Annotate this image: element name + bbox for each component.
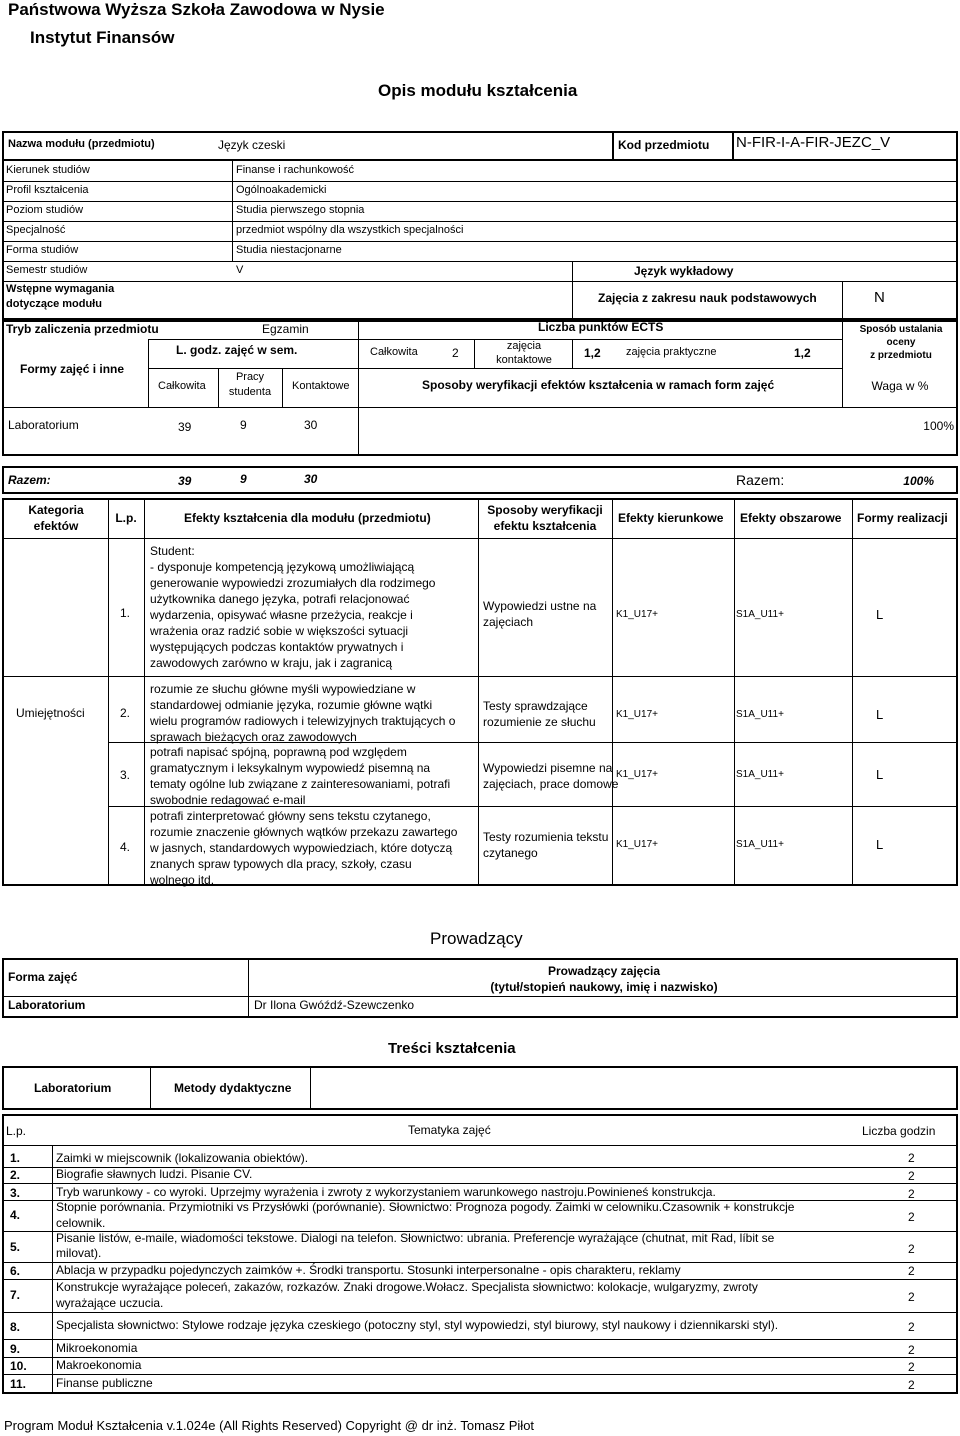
- topic-text: Ablacja w przypadku pojedynczych zaimków +. Środki transportu. Stosunki interpersonalne - opis charakteru, reklamy: [56, 1263, 681, 1277]
- course-code-value: N-FIR-I-A-FIR-JEZC_V: [736, 134, 891, 151]
- instructor-title: Prowadzący: [430, 929, 523, 948]
- assessment-label-1: Sposób ustalania: [859, 324, 943, 335]
- semester-label: Semestr studiów: [6, 264, 88, 276]
- total-hours: 39: [178, 474, 192, 488]
- topic-lp: 9.: [10, 1342, 21, 1356]
- topic-hours: 2: [908, 1264, 915, 1278]
- course-code-label: Kod przedmiotu: [618, 138, 710, 152]
- effect-2-text: rozumie ze słuchu główne myśli wypowiedziane w standardowej odmianie języka, rozumie główne wątki wielu programów radiowych i telewizyjnych traktujących o sprawach bieżących oraz zawodowych: [150, 682, 456, 744]
- field-label-forma: Forma studiów: [6, 244, 79, 256]
- effect-2-obszarowe: S1A_U11+: [736, 709, 784, 720]
- topic-hours: 2: [908, 1343, 915, 1357]
- effects-header-verification-1: Sposoby weryfikacji: [487, 503, 603, 517]
- content-methods-frame: [2, 1066, 958, 1110]
- total-student-work: 9: [240, 472, 247, 486]
- topic-lp: 3.: [10, 1186, 21, 1200]
- ects-label: Liczba punktów ECTS: [538, 320, 664, 334]
- ects-contact-label-1: zajęcia: [506, 340, 542, 352]
- effect-4-obszarowe: S1A_U11+: [736, 839, 784, 850]
- instructor-form-value: Laboratorium: [8, 998, 86, 1012]
- footer-copyright: Program Moduł Kształcenia v.1.024e (All Rights Reserved) Copyright @ dr inż. Tomasz Piłot: [4, 1418, 535, 1433]
- effects-header-kierunkowe: Efekty kierunkowe: [618, 511, 724, 525]
- field-label-kierunek: Kierunek studiów: [6, 164, 90, 176]
- topic-text-cont: milovat).: [56, 1246, 102, 1260]
- institute-name: Instytut Finansów: [30, 28, 175, 47]
- topic-hours: 2: [908, 1242, 915, 1256]
- instructor-form-label: Forma zajęć: [8, 970, 78, 984]
- col-total-label: Całkowita: [158, 380, 206, 392]
- topic-text-cont: celownik.: [56, 1216, 106, 1230]
- topic-text: Makroekonomia: [56, 1358, 142, 1372]
- tryb-label: Tryb zaliczenia przedmiotu: [6, 322, 159, 336]
- topics-header-hours: Liczba godzin: [862, 1124, 936, 1138]
- formy-label: Formy zajęć i inne: [20, 362, 125, 376]
- ects-contact-value: 1,2: [584, 346, 601, 360]
- topic-text: Biografie sławnych ludzi. Pisanie CV.: [56, 1167, 253, 1181]
- topics-header-lp: L.p.: [6, 1124, 27, 1138]
- ects-total-label: Całkowita: [370, 346, 418, 358]
- content-methods: Metody dydaktyczne: [174, 1081, 292, 1095]
- topic-text: Zaimki w miejscownik (lokalizowania obiektów).: [56, 1151, 309, 1165]
- effect-2-form: L: [876, 707, 884, 722]
- godz-label: L. godz. zajęć w sem.: [176, 343, 298, 357]
- topic-text: Pisanie listów, e-maile, wiadomości tekstowe. Dialogi na telefon. Słownictwo: ubrania. Preferencje wyrażające (chutnat, mit Rad, líbit se: [56, 1231, 775, 1245]
- topic-text: Specjalista słownictwo: Stylowe rodzaje języka czeskiego (potoczny styl, styl wypowiedzi, styl biurowy, styl naukowy i dziennikarski styl).: [56, 1318, 779, 1332]
- topic-lp: 6.: [10, 1264, 21, 1278]
- col-student-work-label-2: studenta: [228, 386, 272, 398]
- effects-header-verification-2: efektu kształcenia: [493, 519, 597, 533]
- effect-4-lp: 4.: [120, 840, 131, 854]
- instructor-header-2: (tytuł/stopień naukowy, imię i nazwisko): [490, 980, 718, 994]
- effects-header-category-1: Kategoria: [28, 503, 84, 517]
- effect-1-text: Student: - dysponuje kompetencją językową umożliwiającą generowanie wypowiedzi zrozumiałych dla rodzimego użytkownika danego języka, potrafi relacjonować wydarzenia, opisywać własne przeżycia, reakcje i wrażenia oraz radzić sobie w większości sytuacji występujących podczas kontaktów prywatnych i zawodowych zarówno w kraju, jak i zagranicą: [150, 544, 436, 670]
- total-contact: 30: [304, 472, 318, 486]
- effect-4-text: potrafi zinterpretować główny sens tekstu czytanego, rozumie znaczenie głównych wątków przekazu zawartego w jasnych, standardowych wypowiedziach, które dotyczą znanych spraw typowych dla pracy, szkoły, czasu wolnego itd.: [150, 809, 458, 887]
- effect-4-form: L: [876, 837, 884, 852]
- effects-frame: [2, 498, 958, 886]
- effect-2-lp: 2.: [120, 706, 131, 720]
- effect-3-form: L: [876, 767, 884, 782]
- topic-hours: 2: [908, 1151, 915, 1165]
- topic-text: Finanse publiczne: [56, 1376, 153, 1390]
- topic-lp: 7.: [10, 1288, 21, 1302]
- effect-3-text: potrafi napisać spójną, poprawną pod względem gramatycznym i leksykalnym wypowiedź pisemną na tematy ogólne lub związane z zainteresowaniami, potrafi swobodnie redagować e-mail: [150, 745, 451, 807]
- field-label-poziom: Poziom studiów: [6, 204, 84, 216]
- ects-practical-value: 1,2: [794, 346, 811, 360]
- lab-row-student-work: 9: [240, 418, 247, 432]
- effect-4-kierunkowe: K1_U17+: [616, 839, 658, 850]
- field-label-profil: Profil kształcenia: [6, 184, 89, 196]
- verification-forms-label: Sposoby weryfikacji efektów kształcenia w ramach form zajęć: [422, 378, 775, 392]
- topic-lp: 5.: [10, 1240, 21, 1254]
- total-weight: 100%: [903, 474, 934, 488]
- topic-hours: 2: [908, 1290, 915, 1304]
- module-name-value: Język czeski: [218, 138, 286, 152]
- instructor-name: Dr Ilona Gwóźdź-Szewczenko: [254, 998, 415, 1012]
- instructor-header-1: Prowadzący zajęcia: [547, 964, 661, 978]
- content-form: Laboratorium: [34, 1081, 112, 1095]
- topic-lp: 11.: [10, 1377, 27, 1391]
- document-title: Opis modułu kształcenia: [378, 81, 578, 100]
- field-label-specjalnosc: Specjalność: [6, 224, 66, 236]
- effect-2-verification: Testy sprawdzające rozumienie ze słuchu: [483, 699, 596, 729]
- lab-row-label: Laboratorium: [8, 418, 79, 432]
- effect-4-verification: Testy rozumienia tekstu czytanego: [483, 830, 609, 860]
- topic-lp: 4.: [10, 1208, 21, 1222]
- assessment-label-2: oceny: [886, 337, 916, 348]
- effects-header-effects: Efekty kształcenia dla modułu (przedmiotu): [184, 511, 431, 525]
- effect-3-verification: Wypowiedzi pisemne na zajęciach, prace domowe: [483, 761, 619, 791]
- content-title: Treści kształcenia: [388, 1040, 516, 1057]
- field-value-profil: Ogólnoakademicki: [236, 184, 327, 196]
- basic-sciences-value: N: [874, 289, 885, 306]
- total-label: Razem:: [8, 473, 51, 487]
- field-value-poziom: Studia pierwszego stopnia: [236, 204, 365, 216]
- ects-contact-label-2: kontaktowe: [496, 354, 552, 366]
- topic-hours: 2: [908, 1187, 915, 1201]
- topic-text-cont: wyrażające uczucia.: [56, 1296, 164, 1310]
- effects-header-formy: Formy realizacji: [857, 511, 948, 525]
- lab-row-weight: 100%: [923, 419, 954, 433]
- lab-row-total: 39: [178, 420, 192, 434]
- topic-hours: 2: [908, 1378, 915, 1392]
- prerequisites-label-2: dotyczące modułu: [6, 298, 102, 310]
- topic-hours: 2: [908, 1360, 915, 1374]
- effect-3-obszarowe: S1A_U11+: [736, 769, 784, 780]
- col-contact-label: Kontaktowe: [292, 380, 350, 392]
- topics-header-subject: Tematyka zajęć: [408, 1123, 491, 1137]
- effect-1-lp: 1.: [120, 606, 131, 620]
- effect-1-form: L: [876, 607, 884, 622]
- topic-lp: 8.: [10, 1320, 21, 1334]
- ects-practical-label: zajęcia praktyczne: [626, 346, 717, 358]
- col-student-work-label-1: Pracy: [235, 371, 265, 383]
- tryb-value: Egzamin: [262, 322, 309, 336]
- field-value-kierunek: Finanse i rachunkowość: [236, 164, 355, 176]
- effect-2-kierunkowe: K1_U17+: [616, 709, 658, 720]
- field-value-forma: Studia niestacjonarne: [236, 244, 342, 256]
- field-value-specjalnosc: przedmiot wspólny dla wszystkich specjalności: [236, 224, 464, 236]
- effect-3-kierunkowe: K1_U17+: [616, 769, 658, 780]
- prerequisites-label-1: Wstępne wymagania: [6, 283, 115, 295]
- topic-text: Tryb warunkowy - co wyroki. Uprzejmy wyrażenia i zwroty z wykorzystaniem warunkowego nastroju.Powinieneś konstrukcja.: [56, 1185, 716, 1199]
- effects-header-category-2: efektów: [33, 519, 79, 533]
- effect-3-lp: 3.: [120, 768, 131, 782]
- effect-1-kierunkowe: K1_U17+: [616, 609, 658, 620]
- topic-hours: 2: [908, 1210, 915, 1224]
- topic-text: Stopnie porównania. Przymiotniki vs Przysłówki (porównanie). Słownictwo: Prognoza pogody. Zaimki w celowniku.Czasownik + konstrukcje: [56, 1200, 795, 1214]
- effects-category: Umiejętności: [16, 706, 85, 720]
- topic-lp: 2.: [10, 1168, 21, 1182]
- topic-text: Konstrukcje wyrażające poleceń, zakazów, rozkazów. Znaki drogowe.Wołacz. Specjalista słownictwo: kolokacje, wulgaryzmy, zwroty: [56, 1280, 758, 1294]
- topic-hours: 2: [908, 1169, 915, 1183]
- topic-text: Mikroekonomia: [56, 1341, 138, 1355]
- effects-header-lp: L.p.: [115, 511, 137, 525]
- school-name: Państwowa Wyższa Szkoła Zawodowa w Nysie: [8, 0, 385, 19]
- assessment-label-3: z przedmiotu: [870, 350, 932, 361]
- topic-hours: 2: [908, 1320, 915, 1334]
- module-name-label: Nazwa modułu (przedmiotu): [8, 138, 155, 150]
- effects-header-obszarowe: Efekty obszarowe: [740, 511, 842, 525]
- total-row: [2, 466, 958, 494]
- semester-value: V: [236, 264, 244, 276]
- effect-1-verification: Wypowiedzi ustne na zajęciach: [483, 599, 597, 629]
- effect-1-obszarowe: S1A_U11+: [736, 609, 784, 620]
- ects-total-value: 2: [452, 346, 459, 360]
- weight-label: Waga w %: [871, 379, 929, 393]
- topic-lp: 10.: [10, 1359, 27, 1373]
- basic-sciences-label: Zajęcia z zakresu nauk podstawowych: [598, 291, 817, 305]
- total-label-right: Razem:: [736, 472, 785, 488]
- topic-lp: 1.: [10, 1151, 21, 1165]
- language-label: Język wykładowy: [634, 264, 734, 278]
- lab-row-contact: 30: [304, 418, 318, 432]
